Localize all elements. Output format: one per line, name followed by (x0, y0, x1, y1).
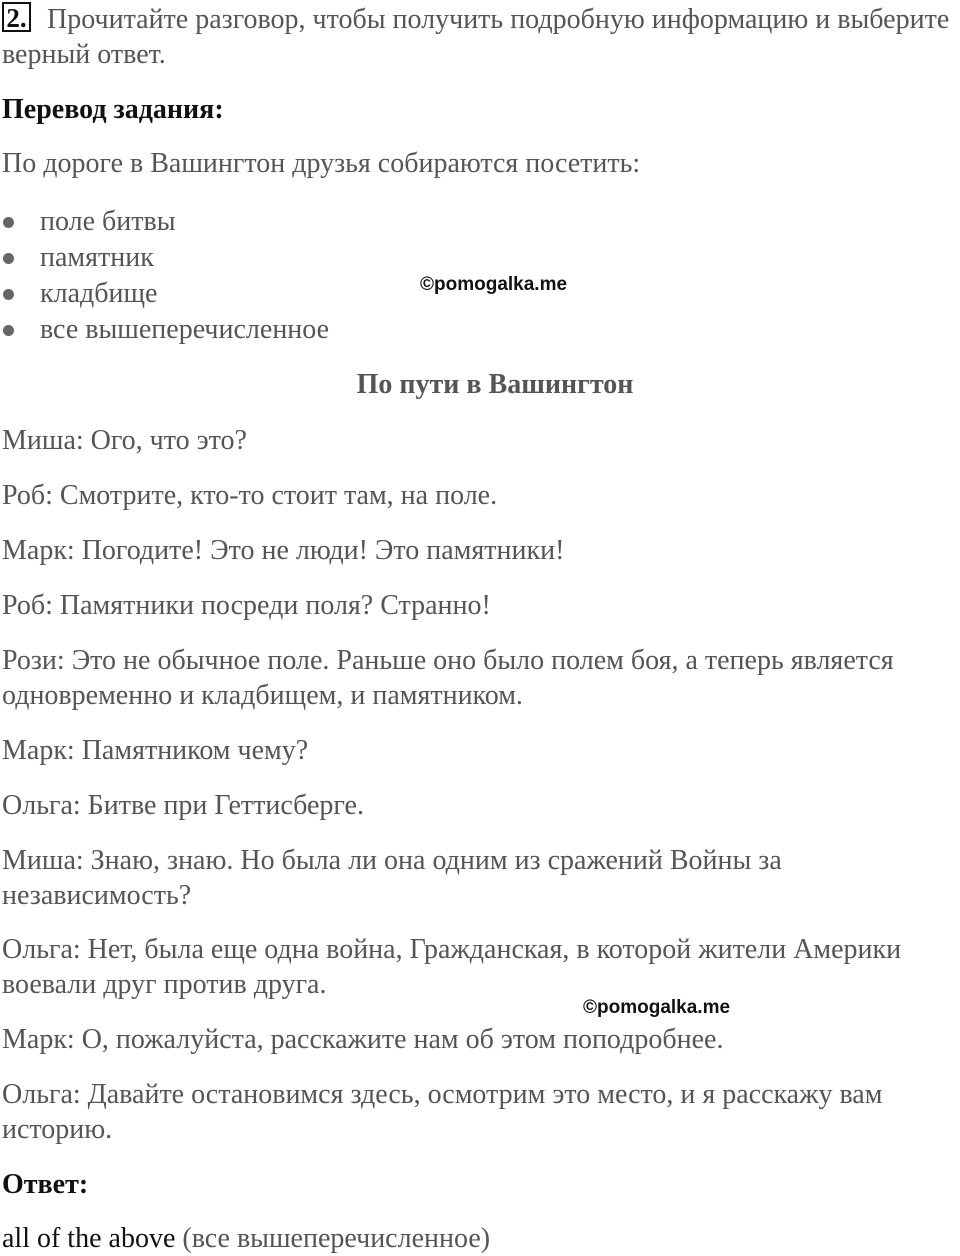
list-item: все вышеперечисленное (0, 312, 329, 348)
options-list (0, 204, 329, 348)
task-instruction-text: Прочитайте разговор, чтобы получить подробную информацию и выберите верный ответ. (2, 4, 950, 70)
translation-heading: Перевод задания: (2, 94, 224, 125)
answer-text: all of the above (2, 1223, 176, 1254)
dialog-line: Роб: Смотрите, кто-то стоит там, на поле. (2, 480, 498, 511)
bullet-icon (3, 253, 14, 264)
answer-translation: (все вышеперечисленное) (182, 1223, 491, 1254)
list-item: поле битвы (0, 204, 329, 240)
dialog-line: Марк: Погодите! Это не люди! Это памятники! (2, 535, 565, 566)
task-number-box: 2. (2, 2, 31, 32)
dialog-line: Роб: Памятники посреди поля? Странно! (2, 590, 491, 621)
dialog-line: Миша: Знаю, знаю. Но была ли она одним из сражений Войны за независимость? (2, 845, 782, 911)
dialog-line: Марк: Памятником чему? (2, 735, 309, 766)
bullet-icon (3, 217, 14, 228)
dialog-line: Ольга: Битве при Геттисберге. (2, 790, 364, 821)
translation-intro: По дороге в Вашингтон друзья собираются посетить: (2, 148, 641, 179)
answer-heading: Ответ: (2, 1169, 89, 1200)
dialog-line: Марк: О, пожалуйста, расскажите нам об этом поподробнее. (2, 1024, 724, 1055)
watermark: ©pomogalka.me (583, 997, 731, 1018)
task-instruction (2, 2, 952, 72)
bullet-icon (3, 325, 14, 336)
dialog-line: Ольга: Нет, была еще одна война, Гражданская, в которой жители Америки воевали друг против друга. (2, 934, 902, 1000)
dialog-line: Ольга: Давайте остановимся здесь, осмотрим это место, и я расскажу вам историю. (2, 1079, 883, 1145)
dialog-line: Миша: Ого, что это? (2, 425, 247, 456)
watermark: ©pomogalka.me (420, 274, 568, 295)
answer-line (2, 1221, 948, 1256)
list-item: кладбище (0, 276, 329, 312)
list-item: памятник (0, 240, 329, 276)
dialog-line: Рози: Это не обычное поле. Раньше оно было полем боя, а теперь является одновременно и кладбищем, и памятником. (2, 645, 894, 711)
bullet-icon (3, 289, 14, 300)
dialog-title: По пути в Вашингтон (356, 369, 634, 400)
